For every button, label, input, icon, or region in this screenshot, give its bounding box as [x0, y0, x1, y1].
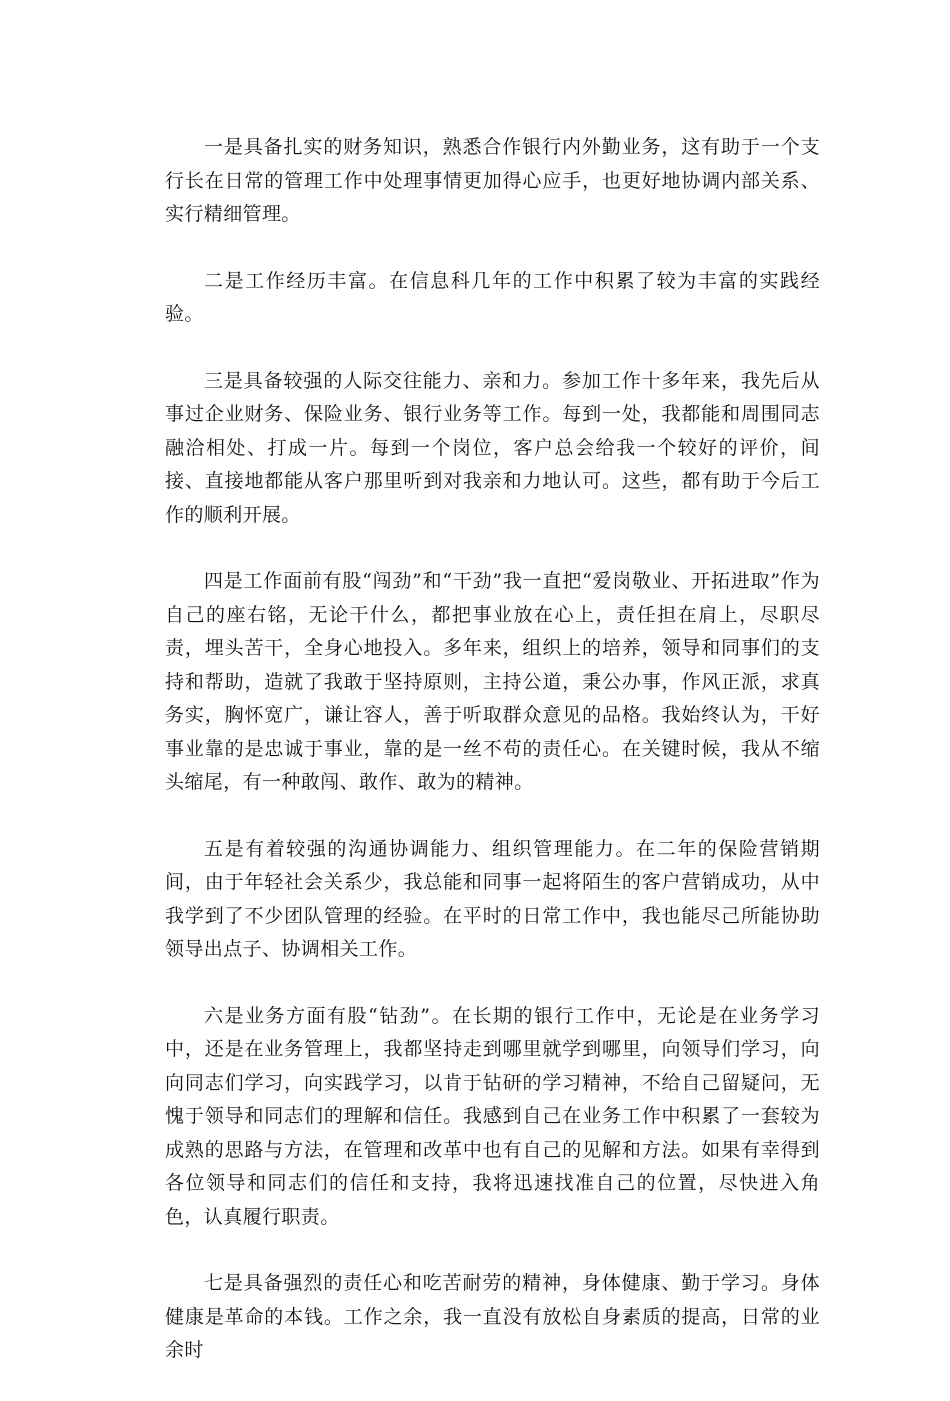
- paragraph-2: 二是工作经历丰富。在信息科几年的工作中积累了较为丰富的实践经验。: [165, 269, 820, 325]
- paragraph-3: 三是具备较强的人际交往能力、亲和力。参加工作十多年来，我先后从事过企业财务、保险业务、银行业务等工作。每到一处，我都能和周围同志融洽相处、打成一片。每到一个岗位，客户总会给我一个较好的评价，间接、直接地都能从客户那里听到对我亲和力地认可。这些，都有助于今后工作的顺利开展。: [165, 369, 820, 526]
- paragraph-5: 五是有着较强的沟通协调能力、组织管理能力。在二年的保险营销期间，由于年轻社会关系少，我总能和同事一起将陌生的客户营销成功，从中我学到了不少团队管理的经验。在平时的日常工作中，我也能尽己所能协助领导出点子、协调相关工作。: [165, 837, 820, 960]
- paragraph-4: 四是工作面前有股“闯劲”和“干劲”我一直把“爱岗敬业、开拓进取”作为自己的座右铭，无论干什么，都把事业放在心上，责任担在肩上，尽职尽责，埋头苦干，全身心地投入。多年来，组织上的培养，领导和同事们的支持和帮助，造就了我敢于坚持原则，主持公道，秉公办事，作风正派，求真务实，胸怀宽广，谦让容人，善于听取群众意见的品格。我始终认为，干好事业靠的是忠诚于事业，靠的是一丝不苟的责任心。在关键时候，我从不缩头缩尾，有一种敢闯、敢作、敢为的精神。: [165, 570, 820, 793]
- paragraph-1: 一是具备扎实的财务知识，熟悉合作银行内外勤业务，这有助于一个支行长在日常的管理工作中处理事情更加得心应手，也更好地协调内部关系、实行精细管理。: [165, 136, 820, 225]
- paragraph-6: 六是业务方面有股“钻劲”。在长期的银行工作中，无论是在业务学习中，还是在业务管理上，我都坚持走到哪里就学到哪里，向领导们学习，向向同志们学习，向实践学习，以肯于钻研的学习精神，不给自己留疑问，无愧于领导和同志们的理解和信任。我感到自己在业务工作中积累了一套较为成熟的思路与方法，在管理和改革中也有自己的见解和方法。如果有幸得到各位领导和同志们的信任和支持，我将迅速找准自己的位置，尽快进入角色，认真履行职责。: [165, 1004, 820, 1228]
- document-body: [165, 131, 820, 1401]
- paragraph-7: 七是具备强烈的责任心和吃苦耐劳的精神，身体健康、勤于学习。身体健康是革命的本钱。工作之余，我一直没有放松自身素质的提高，日常的业余时: [165, 1272, 820, 1361]
